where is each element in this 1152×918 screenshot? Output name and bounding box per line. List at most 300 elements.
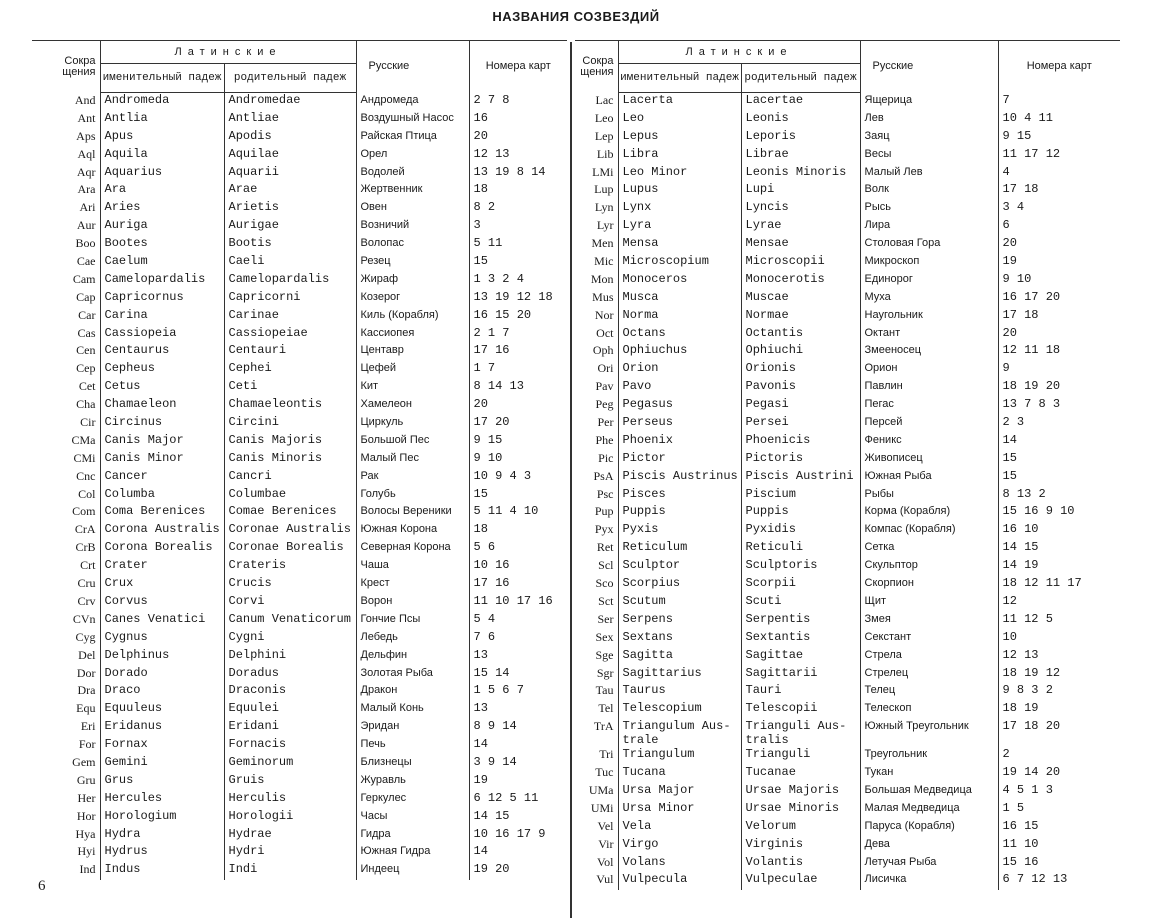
latin-nominative: Norma: [618, 308, 741, 326]
russian-name: Золотая Рыба: [356, 666, 469, 684]
map-numbers: 18 19 20: [998, 379, 1120, 397]
map-numbers: 2 1 7: [469, 326, 567, 344]
latin-genitive: Indi: [224, 862, 356, 880]
latin-nominative: Aquila: [100, 147, 224, 165]
latin-nominative: Triangulum Aus- trale: [618, 719, 741, 747]
latin-genitive: Muscae: [741, 290, 860, 308]
map-numbers: 3 9 14: [469, 755, 567, 773]
russian-name: Столовая Гора: [860, 236, 998, 254]
abbreviation: Mon: [590, 271, 614, 286]
table-row: [575, 630, 1120, 648]
map-numbers: 13: [469, 648, 567, 666]
latin-genitive: Trianguli: [741, 747, 860, 765]
russian-name: Орел: [356, 147, 469, 165]
map-numbers: 11 17 12: [998, 147, 1120, 165]
table-row: [32, 612, 567, 630]
latin-nominative: Octans: [618, 326, 741, 344]
map-numbers: 18 12 11 17: [998, 576, 1120, 594]
latin-genitive: Canis Minoris: [224, 451, 356, 469]
latin-nominative: Microscopium: [618, 254, 741, 272]
latin-genitive: Caeli: [224, 254, 356, 272]
latin-genitive: Leporis: [741, 129, 860, 147]
latin-genitive: Crateris: [224, 558, 356, 576]
table-row: [575, 701, 1120, 719]
map-numbers: 12 11 18: [998, 343, 1120, 361]
table-row: [575, 361, 1120, 379]
latin-nominative: Horologium: [100, 809, 224, 827]
abbreviation: Sct: [598, 593, 614, 608]
abbreviation: Sgr: [596, 665, 614, 680]
latin-nominative: Hydra: [100, 827, 224, 845]
russian-name: Индеец: [356, 862, 469, 880]
latin-nominative: Canis Major: [100, 433, 224, 451]
map-numbers: 15 16: [998, 855, 1120, 873]
table-row: [575, 719, 1120, 747]
latin-nominative: Mensa: [618, 236, 741, 254]
latin-genitive: Aquarii: [224, 165, 356, 183]
russian-name: Дракон: [356, 683, 469, 701]
russian-name: Хамелеон: [356, 397, 469, 415]
russian-name: Щит: [860, 594, 998, 612]
header-maps: Номера карт: [998, 41, 1120, 93]
header-maps: Номера карт: [469, 41, 567, 93]
latin-genitive: Hydrae: [224, 827, 356, 845]
latin-nominative: Leo Minor: [618, 165, 741, 183]
latin-nominative: Sagittarius: [618, 666, 741, 684]
latin-nominative: Sculptor: [618, 558, 741, 576]
table-row: [575, 433, 1120, 451]
latin-genitive: Aurigae: [224, 218, 356, 236]
map-numbers: 11 10: [998, 837, 1120, 855]
header-abbr: Сокра щения: [575, 41, 618, 93]
latin-nominative: Cassiopeia: [100, 326, 224, 344]
russian-name: Лебедь: [356, 630, 469, 648]
table-row: [32, 343, 567, 361]
map-numbers: 13: [469, 701, 567, 719]
latin-genitive: Coronae Borealis: [224, 540, 356, 558]
map-numbers: 14: [469, 844, 567, 862]
latin-genitive: Phoenicis: [741, 433, 860, 451]
russian-name: Персей: [860, 415, 998, 433]
map-numbers: 14 19: [998, 558, 1120, 576]
abbreviation: Oct: [596, 325, 614, 340]
abbreviation: And: [74, 92, 96, 107]
latin-nominative: Camelopardalis: [100, 272, 224, 290]
latin-nominative: Chamaeleon: [100, 397, 224, 415]
latin-nominative: Eridanus: [100, 719, 224, 737]
table-row: [32, 379, 567, 397]
russian-name: Козерог: [356, 290, 469, 308]
latin-genitive: Apodis: [224, 129, 356, 147]
map-numbers: 9 15: [469, 433, 567, 451]
latin-genitive: Normae: [741, 308, 860, 326]
abbreviation: Cnc: [76, 468, 96, 483]
latin-genitive: Arae: [224, 182, 356, 200]
map-numbers: 18 19 12: [998, 666, 1120, 684]
russian-name: Дельфин: [356, 648, 469, 666]
abbreviation: Col: [78, 486, 96, 501]
abbreviation: UMa: [588, 782, 614, 797]
latin-nominative: Centaurus: [100, 343, 224, 361]
latin-genitive: Aquilae: [224, 147, 356, 165]
russian-name: Рысь: [860, 200, 998, 218]
table-row: [32, 683, 567, 701]
table-row: [32, 165, 567, 183]
latin-genitive: Ophiuchi: [741, 343, 860, 361]
latin-genitive: Microscopii: [741, 254, 860, 272]
latin-nominative: Tucana: [618, 765, 741, 783]
latin-nominative: Coma Berenices: [100, 504, 224, 522]
map-numbers: 10 4 11: [998, 111, 1120, 129]
table-row: [575, 855, 1120, 873]
russian-name: Лев: [860, 111, 998, 129]
latin-nominative: Cetus: [100, 379, 224, 397]
latin-nominative: Leo: [618, 111, 741, 129]
latin-nominative: Ursa Minor: [618, 801, 741, 819]
map-numbers: 3 4: [998, 200, 1120, 218]
latin-nominative: Circinus: [100, 415, 224, 433]
table-row: [575, 612, 1120, 630]
abbreviation: Lib: [596, 146, 614, 161]
map-numbers: 5 6: [469, 540, 567, 558]
russian-name: Цефей: [356, 361, 469, 379]
map-numbers: 14 15: [469, 809, 567, 827]
map-numbers: 4: [998, 165, 1120, 183]
latin-nominative: Hydrus: [100, 844, 224, 862]
latin-genitive: Coronae Australis: [224, 522, 356, 540]
latin-genitive: Lyncis: [741, 200, 860, 218]
latin-genitive: Tucanae: [741, 765, 860, 783]
abbreviation: Per: [597, 415, 614, 430]
latin-genitive: Ursae Majoris: [741, 783, 860, 801]
latin-genitive: Andromedae: [224, 93, 356, 111]
latin-genitive: Sculptoris: [741, 558, 860, 576]
latin-nominative: Serpens: [618, 612, 741, 630]
table-row: [575, 165, 1120, 183]
abbreviation: Ant: [77, 110, 96, 125]
latin-nominative: Reticulum: [618, 540, 741, 558]
abbreviation: Cae: [76, 254, 96, 269]
table-row: [32, 522, 567, 540]
table-row: [575, 558, 1120, 576]
table-row: [32, 236, 567, 254]
latin-nominative: Corona Australis: [100, 522, 224, 540]
map-numbers: 4 5 1 3: [998, 783, 1120, 801]
map-numbers: 2 7 8: [469, 93, 567, 111]
russian-name: Единорог: [860, 272, 998, 290]
map-numbers: 20: [469, 397, 567, 415]
map-numbers: 10: [998, 630, 1120, 648]
latin-genitive: Cassiopeiae: [224, 326, 356, 344]
latin-genitive: Geminorum: [224, 755, 356, 773]
table-row: [32, 308, 567, 326]
latin-genitive: Librae: [741, 147, 860, 165]
latin-genitive: Corvi: [224, 594, 356, 612]
latin-nominative: Scorpius: [618, 576, 741, 594]
latin-genitive: Capricorni: [224, 290, 356, 308]
abbreviation: Dra: [77, 683, 96, 698]
table-row: [575, 290, 1120, 308]
abbreviation: Nor: [594, 307, 614, 322]
latin-nominative: Cygnus: [100, 630, 224, 648]
russian-name: Лисичка: [860, 872, 998, 890]
header-genitive: родительный падеж: [224, 64, 356, 93]
abbreviation: Cen: [76, 343, 96, 358]
latin-genitive: Camelopardalis: [224, 272, 356, 290]
map-numbers: 15: [469, 487, 567, 505]
russian-name: Волопас: [356, 236, 469, 254]
latin-genitive: Sagittae: [741, 648, 860, 666]
map-numbers: 15 14: [469, 666, 567, 684]
russian-name: Лира: [860, 218, 998, 236]
russian-name: Крест: [356, 576, 469, 594]
map-numbers: 20: [998, 326, 1120, 344]
latin-genitive: Delphini: [224, 648, 356, 666]
latin-nominative: Corvus: [100, 594, 224, 612]
russian-name: Жертвенник: [356, 182, 469, 200]
abbreviation: Cha: [76, 397, 96, 412]
latin-genitive: Leonis Minoris: [741, 165, 860, 183]
latin-genitive: Octantis: [741, 326, 860, 344]
abbreviation: CMa: [71, 432, 96, 447]
latin-genitive: Telescopii: [741, 701, 860, 719]
abbreviation: Psc: [596, 486, 614, 501]
table-row: [32, 451, 567, 469]
table-row: [32, 272, 567, 290]
russian-name: Андромеда: [356, 93, 469, 111]
russian-name: Скорпион: [860, 576, 998, 594]
russian-name: Стрелец: [860, 666, 998, 684]
header-nominative: именительный падеж: [100, 64, 224, 93]
latin-nominative: Orion: [618, 361, 741, 379]
table-row: [32, 182, 567, 200]
latin-genitive: Lacertae: [741, 93, 860, 111]
latin-nominative: Lyra: [618, 218, 741, 236]
map-numbers: 9 10: [998, 272, 1120, 290]
latin-genitive: Ceti: [224, 379, 356, 397]
map-numbers: 16 17 20: [998, 290, 1120, 308]
russian-name: Гончие Псы: [356, 612, 469, 630]
map-numbers: 14 15: [998, 540, 1120, 558]
russian-name: Южный Треугольник: [860, 719, 998, 747]
latin-genitive: Fornacis: [224, 737, 356, 755]
latin-nominative: Aries: [100, 200, 224, 218]
latin-genitive: Pyxidis: [741, 522, 860, 540]
latin-genitive: Bootis: [224, 236, 356, 254]
map-numbers: 5 4: [469, 612, 567, 630]
abbreviation: Mus: [592, 289, 614, 304]
table-row: [575, 747, 1120, 765]
table-row: [32, 129, 567, 147]
table-row: [575, 666, 1120, 684]
latin-nominative: Pegasus: [618, 397, 741, 415]
table-row: [32, 254, 567, 272]
table-row: [32, 809, 567, 827]
abbreviation: CrA: [74, 522, 96, 537]
latin-genitive: Leonis: [741, 111, 860, 129]
russian-name: Павлин: [860, 379, 998, 397]
table-row: [575, 272, 1120, 290]
latin-genitive: Sagittarii: [741, 666, 860, 684]
map-numbers: 1 3 2 4: [469, 272, 567, 290]
latin-genitive: Sextantis: [741, 630, 860, 648]
latin-nominative: Indus: [100, 862, 224, 880]
latin-genitive: Ursae Minoris: [741, 801, 860, 819]
russian-name: Весы: [860, 147, 998, 165]
map-numbers: 1 7: [469, 361, 567, 379]
map-numbers: 6: [998, 218, 1120, 236]
abbreviation: Her: [77, 790, 96, 805]
latin-genitive: Virginis: [741, 837, 860, 855]
table-row: [575, 93, 1120, 111]
abbreviation: Phe: [595, 432, 614, 447]
table-row: [32, 773, 567, 791]
latin-nominative: Piscis Austrinus: [618, 469, 741, 487]
russian-name: Северная Корона: [356, 540, 469, 558]
latin-nominative: Cancer: [100, 469, 224, 487]
latin-genitive: Pictoris: [741, 451, 860, 469]
table-row: [32, 701, 567, 719]
map-numbers: 5 11: [469, 236, 567, 254]
table-row: [32, 558, 567, 576]
latin-genitive: Orionis: [741, 361, 860, 379]
table-row: [32, 862, 567, 880]
table-row: [575, 200, 1120, 218]
table-row: [575, 872, 1120, 890]
latin-genitive: Centauri: [224, 343, 356, 361]
table-row: [575, 343, 1120, 361]
abbreviation: Ara: [77, 182, 96, 197]
latin-nominative: Auriga: [100, 218, 224, 236]
russian-name: Ящерица: [860, 93, 998, 111]
latin-nominative: Caelum: [100, 254, 224, 272]
map-numbers: 19: [469, 773, 567, 791]
abbreviation: Crt: [80, 558, 96, 573]
abbreviation: Lup: [594, 182, 614, 197]
table-row: [575, 522, 1120, 540]
map-numbers: 3: [469, 218, 567, 236]
latin-nominative: Triangulum: [618, 747, 741, 765]
abbreviation: Sge: [595, 647, 614, 662]
map-numbers: 12: [998, 594, 1120, 612]
latin-nominative: Vela: [618, 819, 741, 837]
abbreviation: Vul: [596, 872, 614, 887]
latin-nominative: Carina: [100, 308, 224, 326]
abbreviation: Del: [78, 647, 96, 662]
abbreviation: Men: [591, 236, 614, 251]
header-abbr: Сокра щения: [32, 41, 100, 93]
abbreviation: Cep: [76, 361, 96, 376]
latin-genitive: Herculis: [224, 791, 356, 809]
table-row: [575, 765, 1120, 783]
latin-nominative: Canis Minor: [100, 451, 224, 469]
map-numbers: 9 8 3 2: [998, 683, 1120, 701]
table-row: [575, 801, 1120, 819]
latin-nominative: Andromeda: [100, 93, 224, 111]
russian-name: Микроскоп: [860, 254, 998, 272]
latin-nominative: Pictor: [618, 451, 741, 469]
russian-name: Кит: [356, 379, 469, 397]
latin-genitive: Volantis: [741, 855, 860, 873]
latin-genitive: Arietis: [224, 200, 356, 218]
table-row: [575, 397, 1120, 415]
header-latin: Латинские: [100, 41, 356, 64]
map-numbers: 17 16: [469, 576, 567, 594]
column-separator: [570, 42, 572, 918]
map-numbers: 2: [998, 747, 1120, 765]
latin-nominative: Capricornus: [100, 290, 224, 308]
latin-genitive: Pegasi: [741, 397, 860, 415]
russian-name: Южная Рыба: [860, 469, 998, 487]
header-genitive: родительный падеж: [741, 64, 860, 93]
abbreviation: LMi: [592, 164, 614, 179]
map-numbers: 2 3: [998, 415, 1120, 433]
table-row: [32, 361, 567, 379]
russian-name: Печь: [356, 737, 469, 755]
russian-name: Ворон: [356, 594, 469, 612]
latin-nominative: Pyxis: [618, 522, 741, 540]
abbreviation: Ser: [597, 611, 614, 626]
russian-name: Малый Лев: [860, 165, 998, 183]
latin-genitive: Puppis: [741, 504, 860, 522]
latin-genitive: Serpentis: [741, 612, 860, 630]
table-row: [575, 783, 1120, 801]
latin-nominative: Libra: [618, 147, 741, 165]
latin-genitive: Persei: [741, 415, 860, 433]
map-numbers: 14: [469, 737, 567, 755]
abbreviation: Aql: [77, 146, 96, 161]
map-numbers: 15: [998, 451, 1120, 469]
abbreviation: Vel: [597, 818, 614, 833]
abbreviation: Pic: [598, 450, 614, 465]
latin-nominative: Delphinus: [100, 648, 224, 666]
abbreviation: Leo: [594, 110, 614, 125]
table-row: [32, 397, 567, 415]
latin-nominative: Lynx: [618, 200, 741, 218]
abbreviation: Pav: [595, 379, 614, 394]
abbreviation: Tuc: [595, 765, 614, 780]
russian-name: Журавль: [356, 773, 469, 791]
table-row: [32, 93, 567, 111]
russian-name: Сетка: [860, 540, 998, 558]
map-numbers: 1 5 6 7: [469, 683, 567, 701]
table-row: [32, 326, 567, 344]
russian-name: Паруса (Корабля): [860, 819, 998, 837]
map-numbers: 17 20: [469, 415, 567, 433]
russian-name: Змееносец: [860, 343, 998, 361]
map-numbers: 17 18: [998, 308, 1120, 326]
russian-name: Чаша: [356, 558, 469, 576]
map-numbers: 8 13 2: [998, 487, 1120, 505]
latin-genitive: Antliae: [224, 111, 356, 129]
latin-genitive: Lyrae: [741, 218, 860, 236]
russian-name: Большая Медведица: [860, 783, 998, 801]
abbreviation: Oph: [592, 343, 614, 358]
abbreviation: Car: [78, 307, 96, 322]
map-numbers: 13 19 8 14: [469, 165, 567, 183]
russian-name: Южная Гидра: [356, 844, 469, 862]
russian-name: Октант: [860, 326, 998, 344]
russian-name: Часы: [356, 809, 469, 827]
abbreviation: Lep: [594, 128, 614, 143]
russian-name: Летучая Рыба: [860, 855, 998, 873]
latin-genitive: Chamaeleontis: [224, 397, 356, 415]
abbreviation: CVn: [72, 611, 96, 626]
constellation-table-left: [32, 40, 567, 880]
map-numbers: 15: [469, 254, 567, 272]
map-numbers: 15 16 9 10: [998, 504, 1120, 522]
latin-genitive: Scuti: [741, 594, 860, 612]
